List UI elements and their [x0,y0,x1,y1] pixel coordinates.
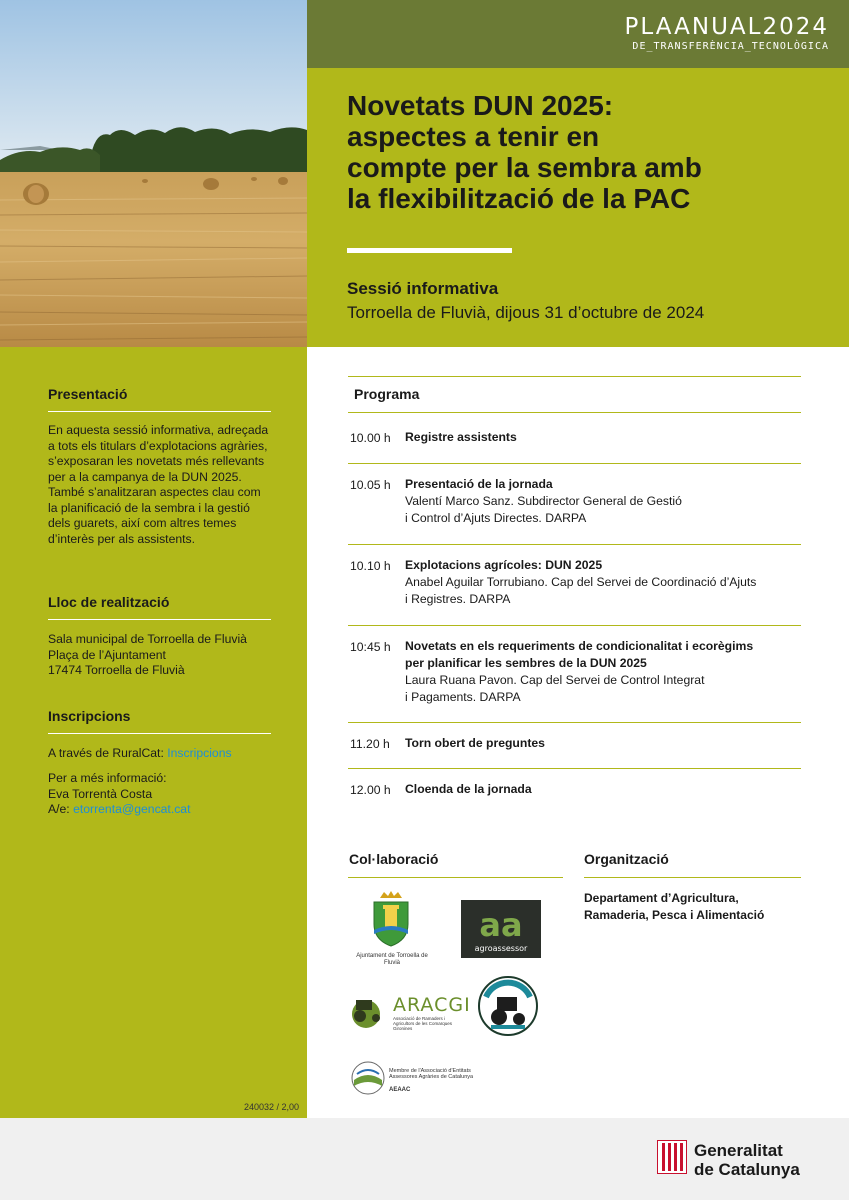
program-item-time: 11.20 h [350,737,390,751]
aeaac-logo-mark [349,1060,387,1096]
program-divider [348,768,801,769]
speaker-line: i Pagaments. DARPA [405,690,521,704]
program-item-time: 10.10 h [350,559,391,573]
location-date: Torroella de Fluvià, dijous 31 d’octubre de 2024 [347,303,705,322]
sidebar-divider [48,411,271,412]
program-divider [348,463,801,464]
program-divider [348,412,801,413]
presentation-text: En aquesta sessió informativa, adreçada a tots els titulars d’explotacions agràries, s’exposaran les novetats més rellevants per a la campanya de la DUN 2025. També s’analitzaran aspectes clau com la planificació de la sembra i la gestió dels guarets, així com altres temes d’interès per als assistents. [48,423,269,546]
program-divider [348,376,801,377]
aracgi-name: ARACGI [393,994,471,1016]
venue-line: Sala municipal de Torroella de Fluvià [48,632,247,646]
plan-anual-logo [625,14,829,52]
wheat-field-photo [0,0,307,347]
ajuntament-crest-logo [366,890,416,950]
registration-heading: Inscripcions [48,708,131,724]
info-label: Per a més informació: [48,771,167,785]
program-item-title: Torn obert de preguntes [405,736,545,750]
program-divider [348,722,801,723]
organization-divider [584,877,801,878]
agroassessor-logo [461,900,541,958]
contact-name: Eva Torrentà Costa [48,786,153,801]
title-line: Novetats DUN 2025: [347,90,614,121]
brand-main: PLAANUAL2024 [624,14,829,40]
program-divider [348,625,801,626]
speaker-line: i Registres. DARPA [405,592,511,606]
collaboration-divider [348,877,563,878]
aeaac-caption: Membre de l'Associació d'Entitats Assessores Agràries de Catalunya [389,1068,474,1080]
generalitat-flag-icon [657,1140,687,1174]
email-line [48,802,270,818]
program-item-desc [405,493,805,527]
program-heading: Programa [354,386,420,402]
collaboration-heading: Col·laboració [349,851,439,867]
registration-line [48,746,270,762]
org-line: Ramaderia, Pesca i Alimentació [584,908,765,922]
session-type: Sessió informativa [347,279,499,298]
venue-line: 17474 Torroella de Fluvià [48,663,185,677]
program-item-desc [405,574,805,608]
ajuntament-caption: Ajuntament de Torroella de Fluvià [356,953,428,966]
organization-name [584,890,814,924]
email-link[interactable]: etorrenta@gencat.cat [73,802,191,816]
program-item-title: Explotacions agrícoles: DUN 2025 [405,558,603,572]
title-divider [347,248,512,253]
page-title [347,90,827,214]
title-line: per planificar les sembres de la DUN 2025 [405,656,647,670]
program-item-title: Cloenda de la jornada [405,782,532,796]
registration-link[interactable]: Inscripcions [167,746,232,760]
program-divider [348,544,801,545]
speaker-line: Anabel Aguilar Torrubiano. Cap del Servei de Coordinació d’Ajuts [405,575,757,589]
top-banner [307,0,849,68]
program-item-time: 10.05 h [350,478,391,492]
speaker-line: Valentí Marco Sanz. Subdirector General de Gestió [405,494,682,508]
contact-info [48,771,270,818]
hero-section [307,68,849,347]
title-line: Novetats en els requeriments de condicionalitat i ecorègims [405,639,754,653]
document-code: 240032 / 2,00 [243,1102,299,1112]
program-item-title: Registre assistents [405,430,517,444]
sidebar-divider [48,733,271,734]
generalitat-name [694,1141,800,1179]
program-item-desc [405,672,805,706]
speaker-line: Laura Ruana Pavon. Cap del Servei de Control Integrat [405,673,705,687]
organization-heading: Organització [584,851,669,867]
agroassessor-label: agroassessor [474,944,528,953]
consultoria-tractor-logo [477,975,539,1037]
title-line: compte per la sembra amb [347,152,702,183]
venue-line: Plaça de l’Ajuntament [48,647,166,662]
program-item-time: 10.00 h [350,431,391,445]
program-item-title [405,638,805,672]
org-line: Departament d’Agricultura, [584,891,739,905]
generalitat-line2: de Catalunya [694,1160,800,1179]
generalitat-line1: Generalitat [694,1141,783,1160]
venue-heading: Lloc de realització [48,594,170,610]
presentation-heading: Presentació [48,386,128,402]
program-item-title: Presentació de la jornada [405,477,553,491]
title-line: la flexibilització de la PAC [347,183,691,214]
svg-text:aa: aa [479,906,523,944]
email-prefix: A/e: [48,802,74,816]
aracgi-caption: Associació de Ramaders i Agricultors de les Comarques Gironines [393,1016,453,1031]
sidebar-divider [48,619,271,620]
program-item-time: 10:45 h [350,640,391,654]
registration-prefix: A través de RuralCat: [48,746,168,760]
brand-sub: DE_TRANSFERÈNCIA_TECNOLÒGICA [632,41,829,52]
consultoria-caption [477,1040,490,1041]
aeaac-name: AEAAC [389,1087,411,1093]
speaker-line: i Control d’Ajuts Directes. DARPA [405,511,587,525]
program-item-time: 12.00 h [350,783,391,797]
sidebar [0,347,307,1118]
venue-address [48,632,270,679]
title-line: aspectes a tenir en [347,121,600,152]
aracgi-tractor-icon [348,992,388,1028]
